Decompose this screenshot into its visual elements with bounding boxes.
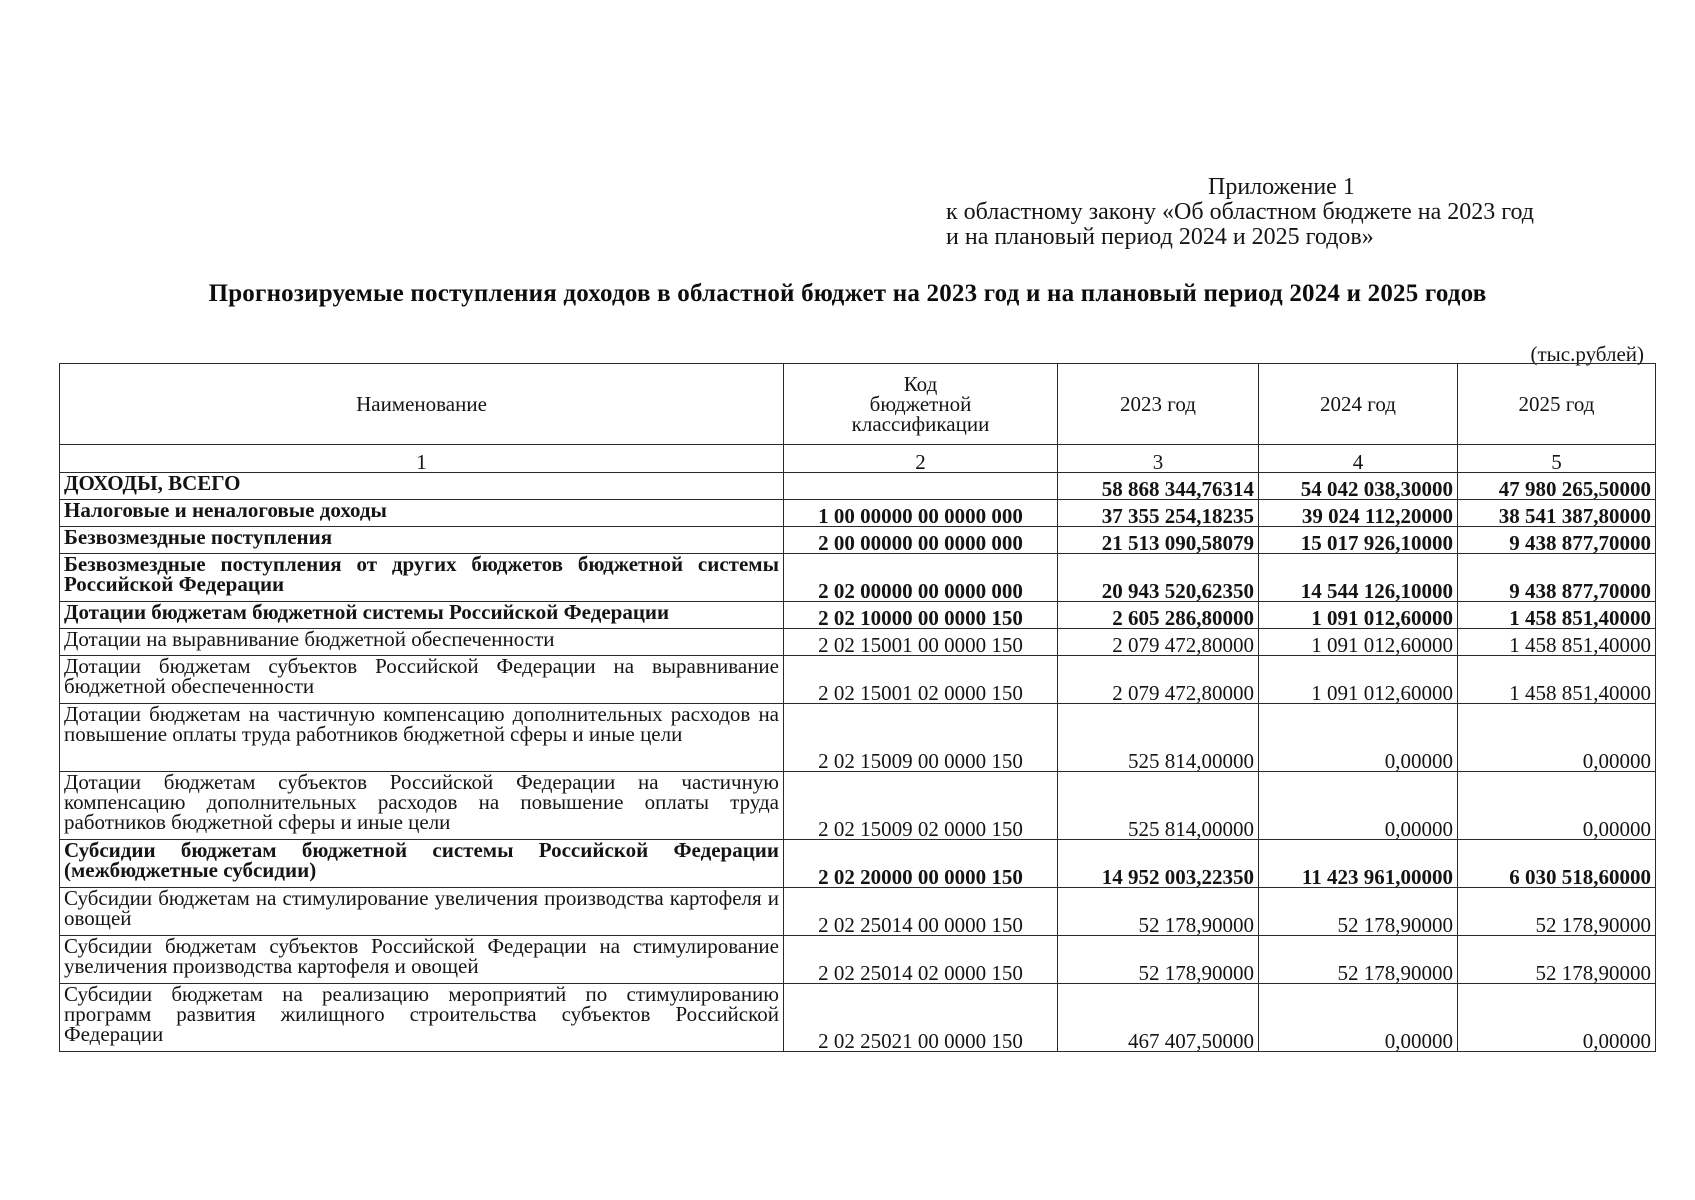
row-value-2025: 47 980 265,50000 — [1458, 473, 1656, 500]
table-row — [60, 840, 1656, 888]
row-name: Безвозмездные поступления — [60, 527, 784, 554]
row-code: 2 02 15001 02 0000 150 — [784, 656, 1058, 704]
row-value-2024: 54 042 038,30000 — [1259, 473, 1458, 500]
row-code — [784, 473, 1058, 500]
row-value-2023: 525 814,00000 — [1058, 772, 1259, 840]
budget-table — [59, 363, 1656, 1052]
table-row — [60, 602, 1656, 629]
row-value-2024: 52 178,90000 — [1259, 888, 1458, 936]
appendix-period: и на плановый период 2024 и 2025 годов» — [946, 224, 1374, 250]
row-value-2025: 1 458 851,40000 — [1458, 629, 1656, 656]
row-code: 2 02 20000 00 0000 150 — [784, 840, 1058, 888]
row-value-2023: 467 407,50000 — [1058, 984, 1259, 1052]
row-value-2024: 15 017 926,10000 — [1259, 527, 1458, 554]
table-row — [60, 704, 1656, 772]
table-row — [60, 656, 1656, 704]
table-body — [60, 473, 1656, 1052]
row-value-2024: 14 544 126,10000 — [1259, 554, 1458, 602]
row-value-2025: 38 541 387,80000 — [1458, 500, 1656, 527]
row-value-2024: 1 091 012,60000 — [1259, 602, 1458, 629]
row-value-2023: 14 952 003,22350 — [1058, 840, 1259, 888]
row-name: Безвозмездные поступления от других бюджетов бюджетной системы Российской Федерации — [60, 554, 784, 602]
row-code: 2 02 10000 00 0000 150 — [784, 602, 1058, 629]
row-value-2024: 1 091 012,60000 — [1259, 629, 1458, 656]
row-name: Дотации бюджетам бюджетной системы Российской Федерации — [60, 602, 784, 629]
row-value-2023: 58 868 344,76314 — [1058, 473, 1259, 500]
row-name: Дотации бюджетам на частичную компенсацию дополнительных расходов на повышение оплаты труда работников бюджетной сферы и иные цели — [60, 704, 784, 772]
row-name: Дотации бюджетам субъектов Российской Федерации на выравнивание бюджетной обеспеченности — [60, 656, 784, 704]
row-value-2025: 1 458 851,40000 — [1458, 656, 1656, 704]
row-value-2024: 52 178,90000 — [1259, 936, 1458, 984]
appendix-law-reference: к областному закону «Об областном бюджете на 2023 год — [946, 199, 1534, 225]
row-code: 2 02 15001 00 0000 150 — [784, 629, 1058, 656]
table-row — [60, 888, 1656, 936]
row-value-2024: 39 024 112,20000 — [1259, 500, 1458, 527]
row-name: Субсидии бюджетам субъектов Российской Федерации на стимулирование увеличения производства картофеля и овощей — [60, 936, 784, 984]
row-name: ДОХОДЫ, ВСЕГО — [60, 473, 784, 500]
row-code: 2 00 00000 00 0000 000 — [784, 527, 1058, 554]
row-name: Субсидии бюджетам бюджетной системы Российской Федерации (межбюджетные субсидии) — [60, 840, 784, 888]
column-number: 3 — [1058, 445, 1259, 473]
row-code: 2 02 25021 00 0000 150 — [784, 984, 1058, 1052]
document-title: Прогнозируемые поступления доходов в областной бюджет на 2023 год и на плановый период 2024 и 2025 годов — [208, 280, 1487, 307]
table-row — [60, 500, 1656, 527]
row-value-2025: 9 438 877,70000 — [1458, 527, 1656, 554]
column-number: 4 — [1259, 445, 1458, 473]
row-value-2023: 2 079 472,80000 — [1058, 629, 1259, 656]
row-code: 1 00 00000 00 0000 000 — [784, 500, 1058, 527]
row-name: Субсидии бюджетам на стимулирование увеличения производства картофеля и овощей — [60, 888, 784, 936]
row-value-2023: 52 178,90000 — [1058, 936, 1259, 984]
row-value-2024: 0,00000 — [1259, 772, 1458, 840]
row-value-2024: 0,00000 — [1259, 984, 1458, 1052]
row-name: Дотации на выравнивание бюджетной обеспеченности — [60, 629, 784, 656]
column-number: 5 — [1458, 445, 1656, 473]
row-code: 2 02 25014 02 0000 150 — [784, 936, 1058, 984]
row-value-2023: 2 079 472,80000 — [1058, 656, 1259, 704]
row-value-2024: 0,00000 — [1259, 704, 1458, 772]
row-value-2024: 11 423 961,00000 — [1259, 840, 1458, 888]
row-value-2025: 0,00000 — [1458, 704, 1656, 772]
row-value-2023: 52 178,90000 — [1058, 888, 1259, 936]
column-number-row — [60, 445, 1656, 473]
appendix-block — [946, 175, 1666, 250]
row-code: 2 02 00000 00 0000 000 — [784, 554, 1058, 602]
row-value-2023: 20 943 520,62350 — [1058, 554, 1259, 602]
table-header-row — [60, 364, 1656, 445]
header-name: Наименование — [60, 364, 784, 445]
table-row — [60, 772, 1656, 840]
row-code: 2 02 15009 00 0000 150 — [784, 704, 1058, 772]
row-value-2025: 1 458 851,40000 — [1458, 602, 1656, 629]
row-name: Субсидии бюджетам на реализацию мероприятий по стимулированию программ развития жилищного строительства субъектов Российской Федерации — [60, 984, 784, 1052]
header-code: Код бюджетной классификации — [784, 364, 1058, 445]
header-2023: 2023 год — [1058, 364, 1259, 445]
row-value-2023: 37 355 254,18235 — [1058, 500, 1259, 527]
table-row — [60, 554, 1656, 602]
header-2024: 2024 год — [1259, 364, 1458, 445]
column-number: 1 — [60, 445, 784, 473]
row-name: Дотации бюджетам субъектов Российской Федерации на частичную компенсацию дополнительных расходов на повышение оплаты труда работников бюджетной сферы и иные цели — [60, 772, 784, 840]
appendix-label: Приложение 1 — [1208, 174, 1355, 200]
header-2025: 2025 год — [1458, 364, 1656, 445]
row-value-2025: 0,00000 — [1458, 984, 1656, 1052]
row-value-2025: 52 178,90000 — [1458, 936, 1656, 984]
row-value-2025: 6 030 518,60000 — [1458, 840, 1656, 888]
row-value-2023: 2 605 286,80000 — [1058, 602, 1259, 629]
row-value-2025: 9 438 877,70000 — [1458, 554, 1656, 602]
table-row — [60, 629, 1656, 656]
column-number: 2 — [784, 445, 1058, 473]
table-row — [60, 936, 1656, 984]
row-value-2023: 21 513 090,58079 — [1058, 527, 1259, 554]
row-value-2023: 525 814,00000 — [1058, 704, 1259, 772]
unit-label: (тыс.рублей) — [1530, 342, 1644, 366]
row-code: 2 02 25014 00 0000 150 — [784, 888, 1058, 936]
row-code: 2 02 15009 02 0000 150 — [784, 772, 1058, 840]
row-value-2025: 0,00000 — [1458, 772, 1656, 840]
table-row — [60, 527, 1656, 554]
row-name: Налоговые и неналоговые доходы — [60, 500, 784, 527]
table-row — [60, 473, 1656, 500]
row-value-2024: 1 091 012,60000 — [1259, 656, 1458, 704]
row-value-2025: 52 178,90000 — [1458, 888, 1656, 936]
table-row — [60, 984, 1656, 1052]
